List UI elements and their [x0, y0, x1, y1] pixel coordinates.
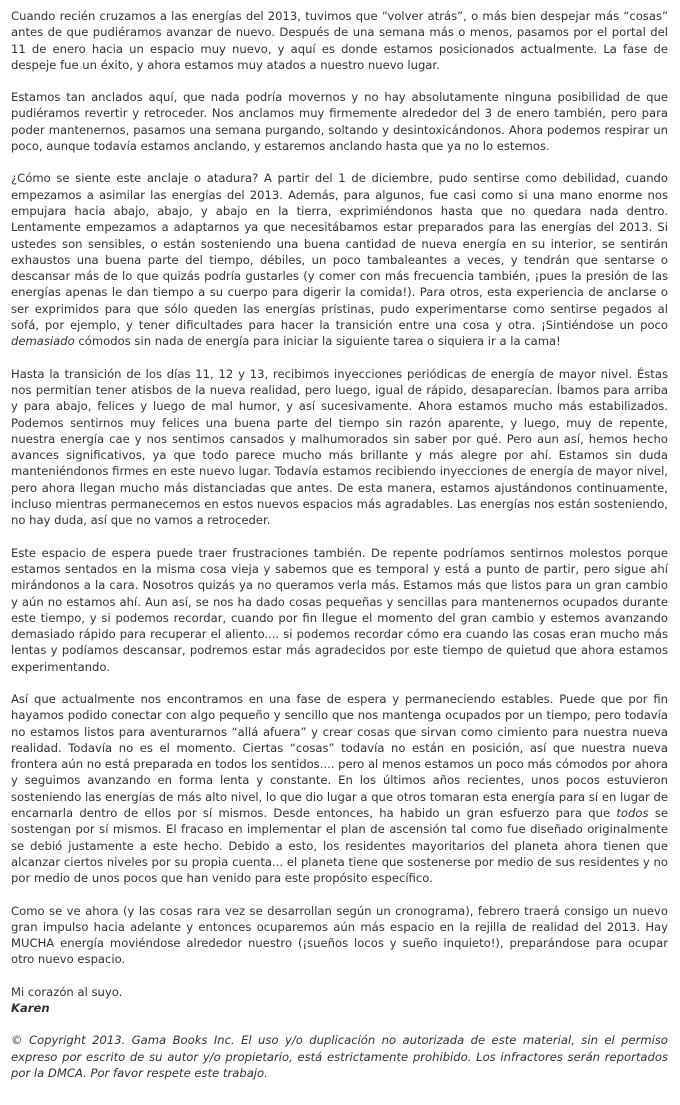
- signature: Karen: [11, 1001, 50, 1016]
- paragraph-4: Hasta la transición de los días 11, 12 y 13, recibimos inyecciones periódicas de energía de mayor nivel. Éstas nos permitían tener atisbos de la nueva realidad, pero luego, igual de rápido, desaparecían. Íbamos para arriba y para abajo, felices y luego de mal humor, y así sucesivamente. Ahora estamos mucho más estabilizados. Podemos sentirnos muy felices una buena parte del tiempo sin razón aparente, y luego, muy de repente, nuestra energía cae y nos sentimos cansados y malhumorados sin saber por qué. Pero aun así, hemos hecho avances significativos, ya que todo parece mucho más brillante y más alegre por ahí. Estamos sin duda manteniéndonos firmes en este nuevo lugar. Todavía estamos recibiendo inyecciones de energía de mayor nivel, pero ahora llegan mucho más distanciadas que antes. De esta manera, estamos ajustándonos continuamente, incluso mientras permanecemos en estos nuevos espacios más agradables. Las energías nos están sosteniendo, no hay duda, así que no vamos a retroceder.: [11, 366, 668, 528]
- closing-line: Mi corazón al suyo.: [11, 984, 123, 999]
- paragraph-5: Este espacio de espera puede traer frustraciones también. De repente podríamos sentirnos molestos porque estamos sentados en la misma cosa vieja y sabemos que es temporal y está a punto de partir, pero sigue ahí mirándonos a la cara. Nosotros quizás ya no queramos verla más. Estamos más que listos para un gran cambio y aún no estamos ahí. Aun así, se nos ha dado cosas pequeñas y sencillas para mantenernos ocupados durante este tiempo, y si podemos recordar, cuando por fin llegue el momento del gran cambio y estemos avanzando demasiado rápido para recuperar el aliento.... si podemos recordar cómo era cuando las cosas eran mucho más lentas y podíamos descansar, podremos estar más agradecidos por este tiempo de quietud que ahora estamos experimentando.: [11, 545, 668, 674]
- paragraph-6-text-a: Así que actualmente nos encontramos en una fase de espera y permaneciendo estables. Puede que por fin hayamos podido conectar con algo pequeño y sencillo que nos mantenga ocupados por un tiempo, pero todavía no estamos listos para aventurarnos “allá afuera” y crear cosas que sirvan como cimiento para nuestra nueva realidad. Todavía no es el momento. Ciertas “cosas” todavía no están en posición, así que nuestra nueva frontera aún no está preparada en todos los sentidos.... pero al menos estamos un poco más cómodos por ahora y seguimos avanzando en forma lenta y constante. En los últimos años recientes, unos pocos estuvieron sosteniendo las energías de más alto nivel, lo que dio lugar a que otros tomaran esta energía para sí en lugar de encarnarla dentro de ellos por sí mismos. Desde entonces, ha habido un gran esfuerzo para que: [11, 691, 668, 821]
- paragraph-6: [11, 691, 668, 887]
- paragraph-3-emphasis: demasiado: [11, 334, 75, 349]
- paragraph-6-emphasis: todos: [616, 806, 649, 821]
- paragraph-3: [11, 170, 668, 349]
- paragraph-1: Cuando recién cruzamos a las energías del 2013, tuvimos que “volver atrás”, o más bien despejar más “cosas” antes de que pudiéramos avanzar de nuevo. Después de una semana más o menos, pasamos por el portal del 11 de enero hacia un espacio muy nuevo, y aquí es donde estamos posicionados actualmente. La fase de despeje fue un éxito, y ahora estamos muy atados a nuestro nuevo lugar.: [11, 9, 668, 72]
- paragraph-7: Como se ve ahora (y las cosas rara vez se desarrollan según un cronograma), febrero traerá consigo un nuevo gran impulso hacia adelante y entonces ocuparemos aún más espacio en la rejilla de realidad del 2013. Hay MUCHA energía moviéndose alrededor nuestro (¡sueños locos y sueño inquieto!), preparándose para ocupar otro nuevo espacio.: [11, 903, 668, 967]
- closing-block: [11, 984, 668, 1017]
- paragraph-6-text-b: se sostengan por sí mismos. El fracaso en implementar el plan de ascensión tal como fue diseñado originalmente se debió justamente a este hecho. Debido a esto, los residentes mayoritarios del planeta ahora tienen que alcanzar ciertos niveles por su propia cuenta... el planeta tiene que sostenerse por medio de sus residentes y no por medio de unos pocos que han venido para este propósito específico.: [11, 806, 668, 886]
- copyright-notice: © Copyright 2013. Gama Books Inc. El uso y/o duplicación no autorizada de este material, sin el permiso expreso por escrito de su autor y/o propietario, está estrictamente prohibido. Los infractores serán reportados por la DMCA. Por favor respete este trabajo.: [11, 1033, 668, 1080]
- paragraph-3-text-b: cómodos sin nada de energía para iniciar la siguiente tarea o siquiera ir a la cama!: [74, 334, 561, 349]
- paragraph-2: Estamos tan anclados aquí, que nada podría movernos y no hay absolutamente ninguna posibilidad de que pudiéramos revertir y retroceder. Nos anclamos muy firmemente alrededor del 3 de enero también, pero para poder mantenernos, pasamos una semana purgando, soltando y desintoxicándonos. Ahora podemos respirar un poco, aunque todavía estamos anclando, y estaremos anclando hasta que ya no lo estemos.: [11, 90, 668, 154]
- paragraph-3-text-a: ¿Cómo se siente este anclaje o atadura? A partir del 1 de diciembre, pudo sentirse como debilidad, cuando empezamos a asimilar las energías del 2013. Además, para algunos, fue casi como si una mano enorme nos empujara hacia abajo, abajo, y abajo en la tierra, exprimiéndonos hasta que no quedara nada dentro. Lentamente empezamos a adaptarnos ya que necesitábamos estar preparados para las energías del 2013. Si ustedes son sensibles, o están sosteniendo una buena cantidad de nueva energía en su interior, se sentirán exhaustos una buena parte del tiempo, débiles, un poco tambaleantes a veces, y tendrán que sentarse o descansar más de lo que quizás podría gustarles (y comer con más frecuencia también, ¡pues la presión de las energías apenas le dan tiempo a su cuerpo para digerir la comida!). Para otros, esta experiencia de anclarse o ser exprimidos para que sólo queden las energías prístinas, pudo experimentarse como sentirse pegados al sofá, por ejemplo, y tener dificultades para hacer la transición entre una cosa y otra. ¡Sintiéndose un poco: [11, 171, 668, 333]
